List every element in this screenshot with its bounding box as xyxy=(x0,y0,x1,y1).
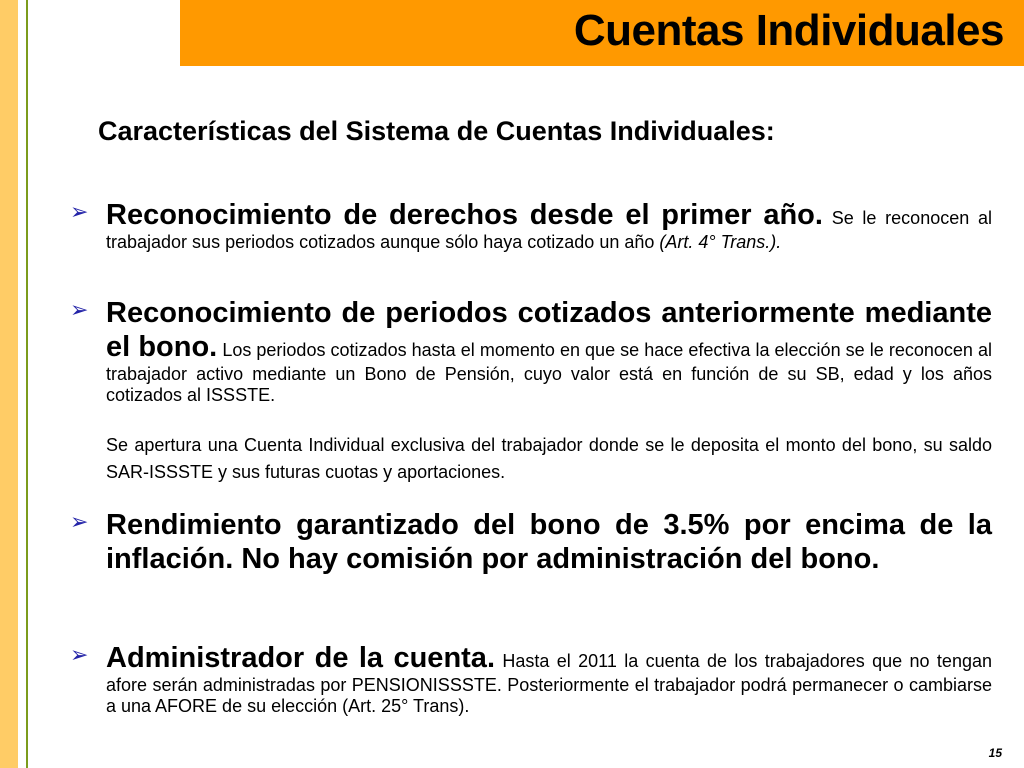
bullet-item-bono xyxy=(70,296,992,406)
bullet-lead: Rendimiento garantizado del bono de 3.5% por encima de la inflación. No hay comisión por administración del bono. xyxy=(106,509,992,575)
bullet-lead: Reconocimiento de periodos cotizados anteriormente mediante el bono. xyxy=(106,297,992,363)
arrow-bullet-icon: ➢ xyxy=(70,297,89,322)
bullet-body xyxy=(106,508,992,576)
bullet-item-derechos xyxy=(70,198,992,253)
arrow-bullet-icon: ➢ xyxy=(70,199,89,224)
bullet-item-rendimiento xyxy=(70,508,992,576)
bullet-reference: (Art. 4° Trans.). xyxy=(659,232,782,252)
bullet-lead: Administrador de la cuenta. xyxy=(106,642,495,674)
slide-title: Cuentas Individuales xyxy=(573,6,1004,55)
bullet-body xyxy=(106,296,992,406)
bullet-lead: Reconocimiento de derechos desde el primer año. xyxy=(106,199,823,231)
left-decorative-band xyxy=(0,0,18,768)
title-bar xyxy=(180,0,1024,66)
cuenta-individual-paragraph: Se apertura una Cuenta Individual exclusiva del trabajador donde se le deposita el monto del bono, su saldo SAR-ISSSTE y sus futuras cuotas y aportaciones. xyxy=(106,435,992,482)
arrow-bullet-icon: ➢ xyxy=(70,509,89,534)
arrow-bullet-icon: ➢ xyxy=(70,642,89,667)
bullet-text: Se le reconocen al trabajador sus periodos cotizados aunque sólo haya cotizado un año xyxy=(106,208,992,252)
bullet-body xyxy=(106,641,992,717)
bullet-text: Los periodos cotizados hasta el momento en que se hace efectiva la elección se le reconocen al trabajador activo mediante un Bono de Pensión, cuyo valor está en función de su SB, edad y los años cotizados al ISSSTE. xyxy=(106,340,992,405)
bullet-text: Hasta el 2011 la cuenta de los trabajadores que no tengan afore serán administradas por PENSIONISSSTE. Posteriormente el trabajador podrá permanecer o cambiarse a una AFORE de su elección (Art. 25° Trans). xyxy=(106,651,992,716)
left-decorative-line xyxy=(26,0,28,768)
bullet-item-administrador xyxy=(70,641,992,717)
slide-subtitle: Características del Sistema de Cuentas Individuales: xyxy=(98,116,775,146)
bullet-body xyxy=(106,198,992,253)
page-number: 15 xyxy=(988,746,1002,760)
